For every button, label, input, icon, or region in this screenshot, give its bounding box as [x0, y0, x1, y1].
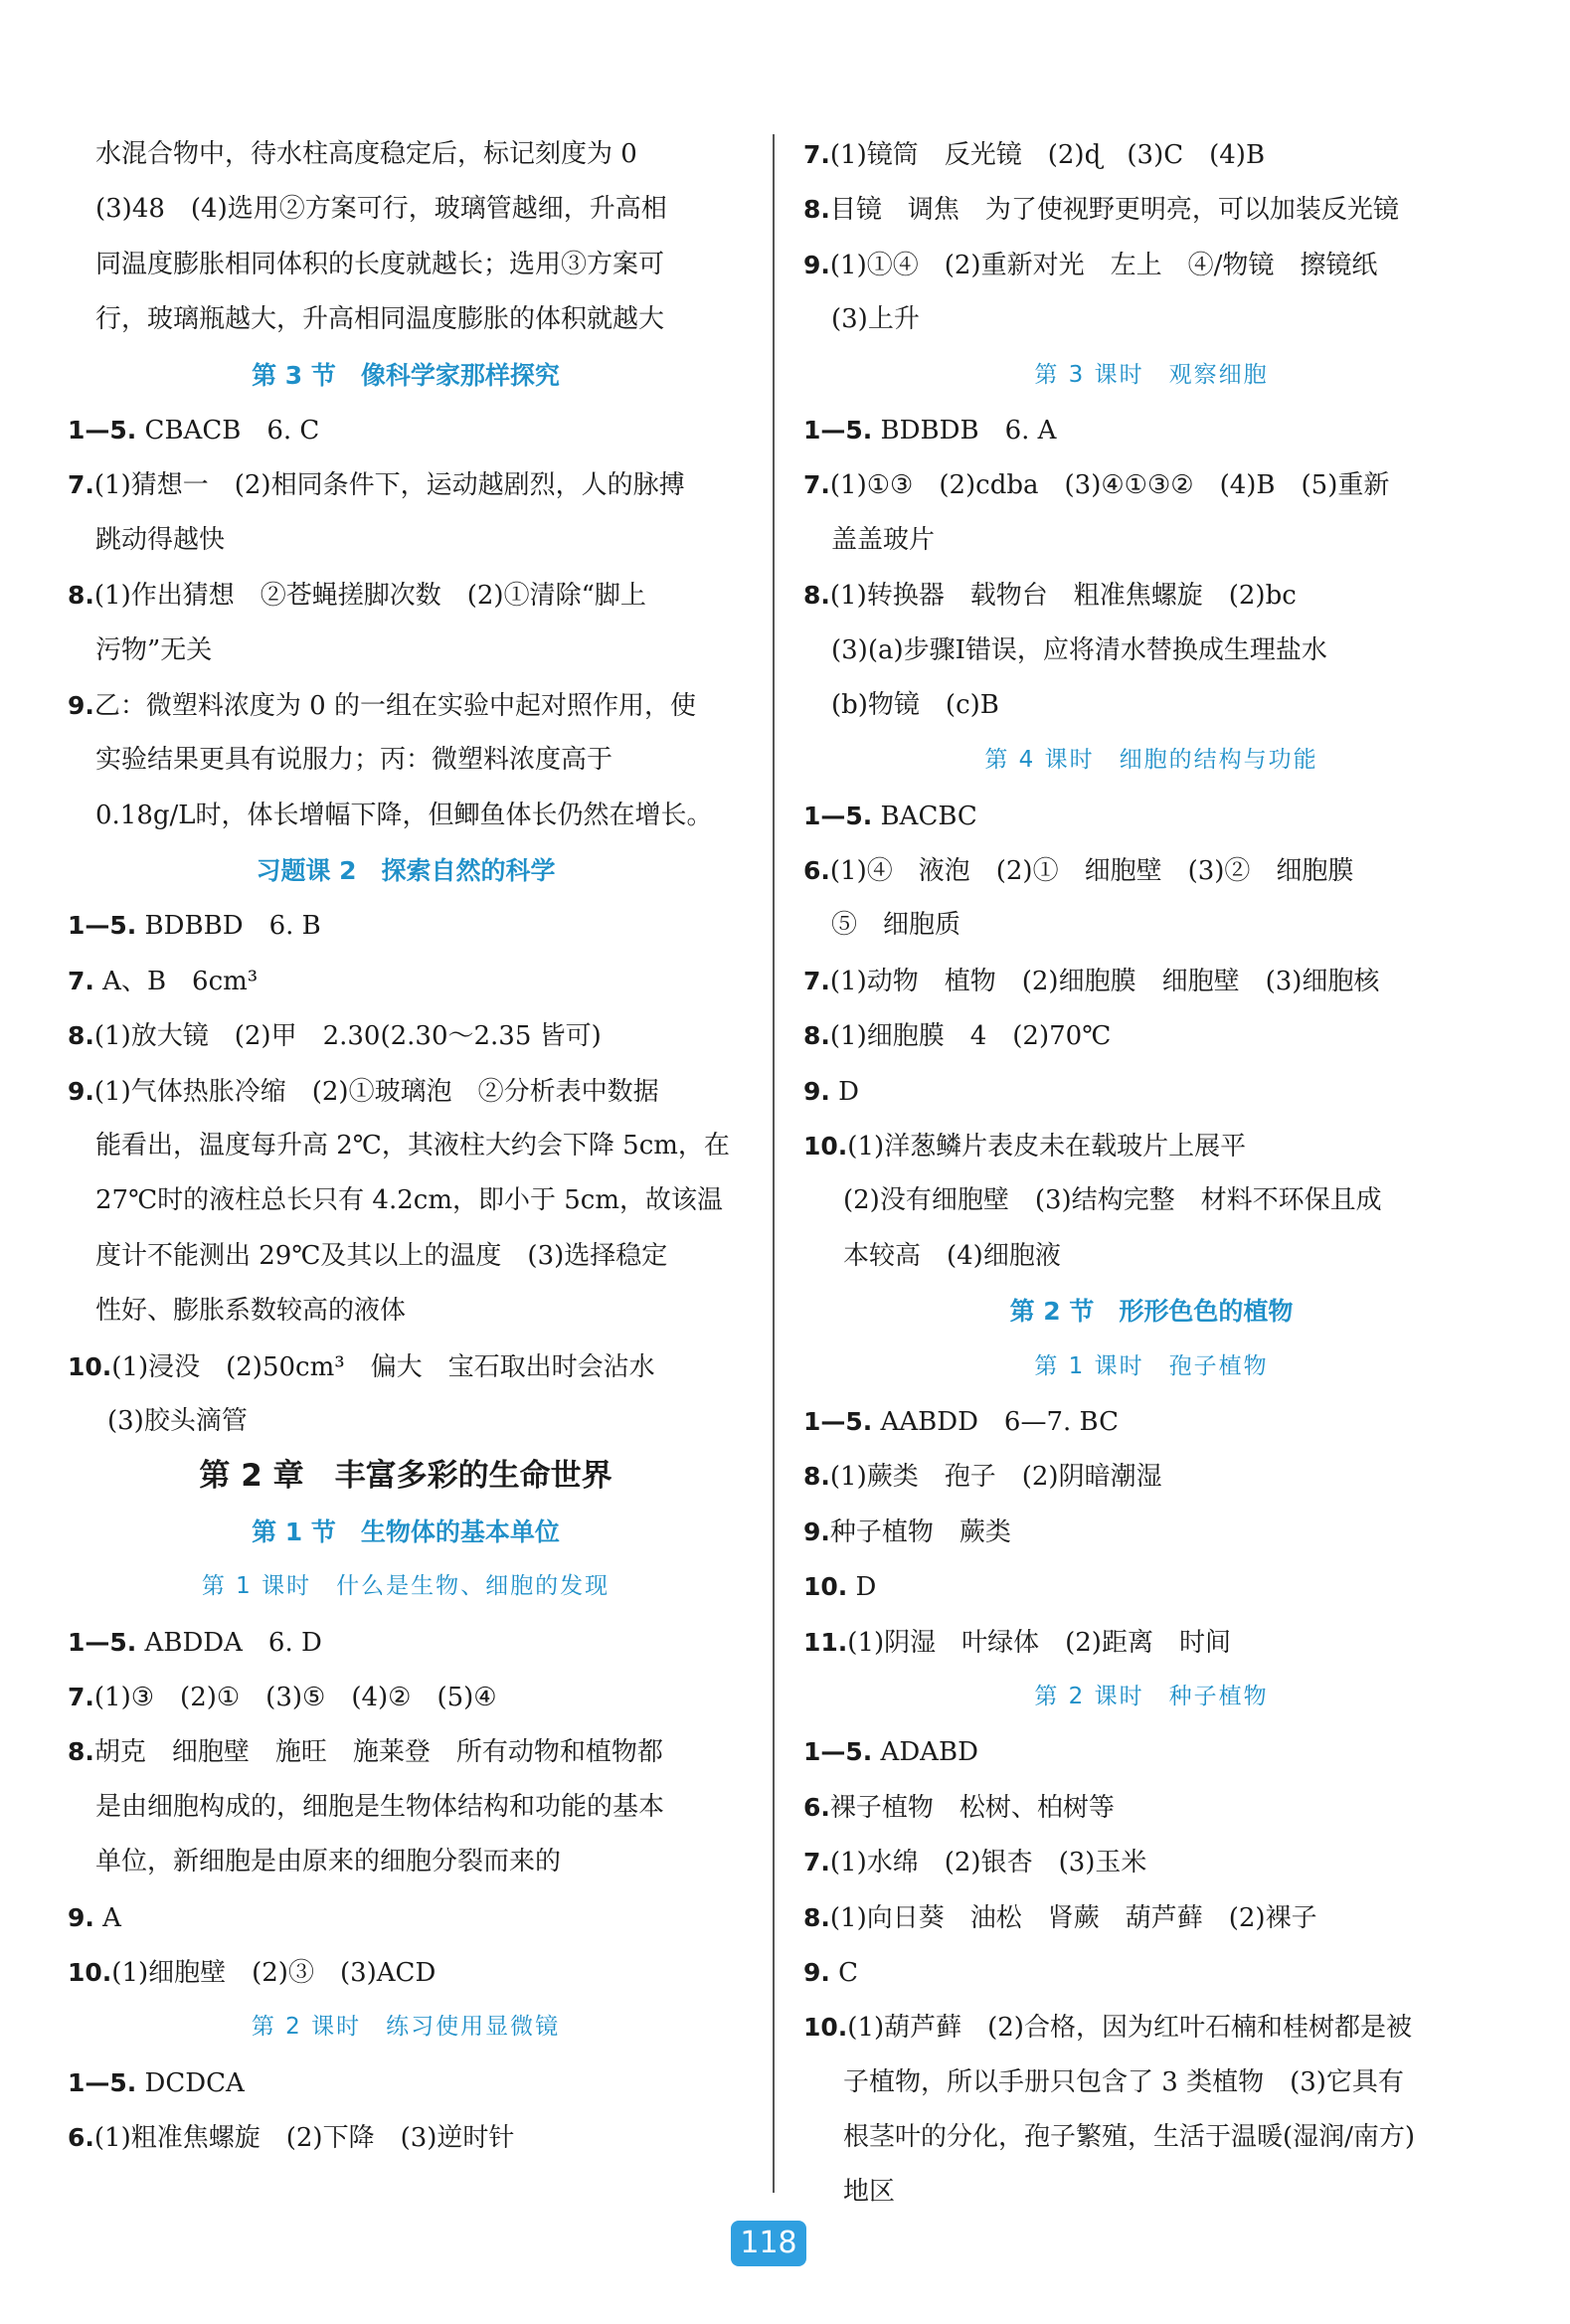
lesson-heading: 第 1 课时 孢子植物 — [1034, 1352, 1269, 1379]
answer-continuation: 性好、膨胀系数较高的液体 — [95, 1296, 407, 1327]
answer-line — [803, 238, 1499, 292]
answer-continuation: (3)(a)步骤Ⅰ错误，应将清水替换成生理盐水 — [831, 634, 1327, 665]
section-heading: 习题课 2 探索自然的科学 — [256, 856, 556, 886]
answer-line — [68, 678, 744, 733]
answer-text: (1)①③ (2)cdba (3)④①③② (4)B (5)重新 — [829, 470, 1390, 501]
answer-text: (1)作出猜想 ②苍蝇搓脚次数 (2)①清除“脚上 — [93, 581, 646, 612]
answer-line — [803, 127, 1499, 182]
answer-line — [803, 1008, 1499, 1063]
answer-text: (1)葫芦藓 (2)合格，因为红叶石楠和桂树都是被 — [847, 2013, 1412, 2044]
answer-continuation: ⑤ 细胞质 — [831, 910, 961, 941]
answer-text: (1)④ 液泡 (2)① 细胞壁 (3)② 细胞膜 — [829, 856, 1354, 887]
answer-text: C — [829, 1957, 859, 1988]
answer-continuation: (3)胶头滴管 — [107, 1405, 248, 1436]
answer-text: (1)细胞膜 4 (2)70℃ — [829, 1021, 1112, 1052]
answer-line — [68, 1008, 744, 1063]
answer-text: (1)气体热胀冷缩 (2)①玻璃泡 ②分析表中数据 — [93, 1076, 659, 1107]
answer-text: (1)浸没 (2)50cm³ 偏大 宝石取出时会沾水 — [111, 1351, 655, 1382]
answer-line — [803, 568, 1499, 623]
question-number: 9. — [68, 1902, 94, 1932]
answer-text: (1)粗准焦螺旋 (2)下降 (3)逆时针 — [93, 2123, 515, 2154]
question-number: 1—5. — [803, 1737, 873, 1767]
question-number: 1—5. — [68, 1627, 137, 1657]
column-divider — [773, 134, 775, 2193]
answer-text: 胡克 细胞壁 施旺 施莱登 所有动物和植物都 — [93, 1737, 663, 1768]
question-number: 6. — [803, 856, 830, 886]
answer-text: 乙：微塑料浓度为 0 的一组在实验中起对照作用，使 — [93, 690, 696, 721]
right-column — [803, 127, 1499, 2221]
answer-line — [803, 403, 1499, 457]
answer-line — [68, 1340, 744, 1394]
answer-text: BDBDB 6. A — [872, 415, 1057, 446]
answer-text: ADABD — [872, 1737, 978, 1768]
question-number: 8. — [68, 1021, 94, 1051]
question-number: 7. — [803, 1848, 830, 1877]
answer-text: (1)细胞壁 (2)③ (3)ACD — [111, 1957, 436, 1988]
answer-text: (1)①④ (2)重新对光 左上 ④/物镜 擦镜纸 — [829, 250, 1378, 280]
answer-text: BACBC — [872, 801, 977, 831]
section-heading: 第 2 节 形形色色的植物 — [1009, 1297, 1294, 1327]
answer-text: (1)水绵 (2)银杏 (3)玉米 — [829, 1848, 1147, 1878]
answer-line — [803, 1945, 1499, 2000]
lesson-heading: 第 3 课时 观察细胞 — [1034, 361, 1269, 388]
question-number: 9. — [68, 1076, 94, 1106]
question-number: 1—5. — [68, 2067, 137, 2097]
question-number: 7. — [803, 966, 830, 995]
answer-text: A — [93, 1902, 121, 1933]
question-number: 7. — [68, 1682, 94, 1711]
question-number: 6. — [803, 1792, 830, 1822]
question-number: 10. — [803, 1572, 848, 1602]
lesson-heading: 第 1 课时 什么是生物、细胞的发现 — [201, 1573, 611, 1600]
answer-line — [68, 1724, 744, 1779]
answer-line — [803, 1505, 1499, 1559]
answer-continuation: 本较高 (4)细胞液 — [843, 1240, 1061, 1271]
answer-line — [68, 2110, 744, 2165]
question-number: 1—5. — [68, 415, 137, 445]
answer-line — [803, 457, 1499, 512]
answer-continuation: 子植物，所以手册只包含了 3 类植物 (3)它具有 — [843, 2066, 1404, 2097]
question-number: 9. — [803, 1076, 830, 1106]
answer-line — [803, 1615, 1499, 1670]
answer-continuation: 污物”无关 — [95, 634, 213, 665]
answer-continuation: (2)没有细胞壁 (3)结构完整 材料不环保且成 — [843, 1185, 1382, 1216]
lesson-heading: 第 2 课时 种子植物 — [1034, 1683, 1269, 1709]
answer-line — [803, 2000, 1499, 2055]
answer-text: A、B 6cm³ — [93, 966, 259, 996]
answer-text: D — [847, 1572, 877, 1603]
answer-line — [803, 1559, 1499, 1614]
answer-line — [803, 1394, 1499, 1449]
answer-line — [68, 2056, 744, 2110]
question-number: 7. — [803, 140, 830, 169]
chapter-heading: 第 2 章 丰富多彩的生命世界 — [199, 1458, 612, 1495]
answer-continuation: (3)上升 — [831, 304, 920, 335]
answer-continuation: (b)物镜 (c)B — [831, 689, 999, 720]
answer-continuation: 盖盖玻片 — [831, 524, 936, 555]
answer-line — [68, 1615, 744, 1670]
question-number: 9. — [803, 1517, 830, 1546]
answer-text: AABDD 6—7. BC — [872, 1406, 1120, 1437]
left-column — [68, 127, 744, 2165]
answer-line — [68, 954, 744, 1008]
question-number: 10. — [803, 2013, 848, 2043]
page-number-badge: 118 — [731, 2221, 806, 2266]
answer-text: D — [829, 1076, 860, 1107]
answer-continuation: (3)48 (4)选用②方案可行，玻璃管越细，升高相 — [95, 194, 667, 225]
answer-line — [803, 789, 1499, 843]
answer-text: (1)镜筒 反光镜 (2)ɖ (3)C (4)B — [829, 140, 1266, 170]
question-number: 10. — [68, 1957, 112, 1987]
answer-line — [803, 1835, 1499, 1889]
answer-text: (1)动物 植物 (2)细胞膜 细胞壁 (3)细胞核 — [829, 966, 1380, 996]
answer-line — [68, 1670, 744, 1724]
question-number: 9. — [68, 690, 94, 720]
answer-line — [803, 182, 1499, 237]
question-number: 8. — [803, 1902, 830, 1932]
answer-continuation: 27℃时的液柱总长只有 4.2cm，即小于 5cm，故该温 — [95, 1185, 724, 1216]
answer-text: (1)洋葱鳞片表皮未在载玻片上展平 — [847, 1132, 1247, 1162]
answer-text: DCDCA — [136, 2067, 245, 2098]
question-number: 10. — [68, 1351, 112, 1381]
answer-line — [68, 1890, 744, 1945]
answer-text: (1)放大镜 (2)甲 2.30(2.30～2.35 皆可) — [93, 1021, 602, 1052]
question-number: 9. — [803, 250, 830, 279]
answer-text: ABDDA 6. D — [136, 1627, 322, 1658]
question-number: 8. — [803, 1021, 830, 1051]
answer-text: 目镜 调焦 为了使视野更明亮，可以加装反光镜 — [829, 195, 1399, 226]
question-number: 8. — [803, 1462, 830, 1492]
question-number: 9. — [803, 1957, 830, 1987]
answer-text: BDBBD 6. B — [136, 911, 321, 942]
answer-line — [803, 1449, 1499, 1504]
answer-line — [68, 898, 744, 953]
question-number: 8. — [803, 195, 830, 225]
answer-continuation: 跳动得越快 — [95, 524, 226, 555]
answer-line — [68, 1064, 744, 1119]
answer-continuation: 地区 — [843, 2177, 896, 2208]
answer-line — [803, 843, 1499, 898]
question-number: 6. — [68, 2123, 94, 2153]
lesson-heading: 第 4 课时 细胞的结构与功能 — [984, 747, 1318, 774]
answer-text: (1)蕨类 孢子 (2)阴暗潮湿 — [829, 1462, 1162, 1493]
answer-continuation: 是由细胞构成的，细胞是生物体结构和功能的基本 — [95, 1791, 665, 1822]
answer-text: (1)阴湿 叶绿体 (2)距离 时间 — [847, 1627, 1231, 1658]
answer-continuation: 行，玻璃瓶越大，升高相同温度膨胀的体积就越大 — [95, 304, 665, 335]
answer-line — [803, 1119, 1499, 1173]
question-number: 10. — [803, 1132, 848, 1162]
answer-text: (1)向日葵 油松 肾蕨 葫芦藓 (2)裸子 — [829, 1902, 1317, 1933]
answer-text: 裸子植物 松树、柏树等 — [829, 1792, 1115, 1823]
question-number: 7. — [68, 966, 94, 995]
section-heading: 第 1 节 生物体的基本单位 — [252, 1517, 560, 1546]
answer-line — [803, 1724, 1499, 1779]
question-number: 1—5. — [803, 1406, 873, 1436]
answer-line — [803, 1890, 1499, 1945]
question-number: 8. — [803, 581, 830, 611]
answer-continuation: 实验结果更具有说服力；丙：微塑料浓度高于 — [95, 745, 613, 776]
question-number: 8. — [68, 581, 94, 611]
answer-text: (1)猜想一 (2)相同条件下，运动越剧烈，人的脉搏 — [93, 470, 685, 501]
answer-continuation: 能看出，温度每升高 2℃，其液柱大约会下降 5cm，在 — [95, 1131, 730, 1162]
answer-continuation: 度计不能测出 29℃及其以上的温度 (3)选择稳定 — [95, 1240, 668, 1271]
answer-line — [68, 403, 744, 457]
answer-line — [68, 1945, 744, 2000]
question-number: 1—5. — [803, 801, 873, 830]
answer-line — [68, 568, 744, 623]
answer-text: 种子植物 蕨类 — [829, 1517, 1011, 1547]
answer-text: CBACB 6. C — [136, 415, 320, 446]
answer-line — [803, 1780, 1499, 1835]
question-number: 7. — [803, 470, 830, 500]
answer-continuation: 根茎叶的分化，孢子繁殖，生活于温暖(湿润/南方) — [843, 2122, 1416, 2153]
question-number: 1—5. — [68, 911, 137, 941]
answer-text: (1)③ (2)① (3)⑤ (4)② (5)④ — [93, 1682, 497, 1712]
question-number: 7. — [68, 470, 94, 500]
answer-continuation: 同温度膨胀相同体积的长度就越长；选用③方案可 — [95, 249, 665, 279]
answer-line — [68, 457, 744, 512]
question-number: 11. — [803, 1627, 848, 1657]
answer-line — [803, 954, 1499, 1008]
question-number: 8. — [68, 1737, 94, 1767]
answer-continuation: 水混合物中，待水柱高度稳定后，标记刻度为 0 — [95, 139, 637, 169]
answer-continuation: 0.18g/L时，体长增幅下降，但鲫鱼体长仍然在增长。 — [95, 800, 713, 830]
answer-text: (1)转换器 载物台 粗准焦螺旋 (2)bc — [829, 581, 1297, 612]
lesson-heading: 第 2 课时 练习使用显微镜 — [251, 2014, 561, 2041]
section-heading: 第 3 节 像科学家那样探究 — [252, 360, 560, 390]
question-number: 1—5. — [803, 415, 873, 445]
answer-line — [803, 1064, 1499, 1119]
answer-continuation: 单位，新细胞是由原来的细胞分裂而来的 — [95, 1847, 562, 1877]
